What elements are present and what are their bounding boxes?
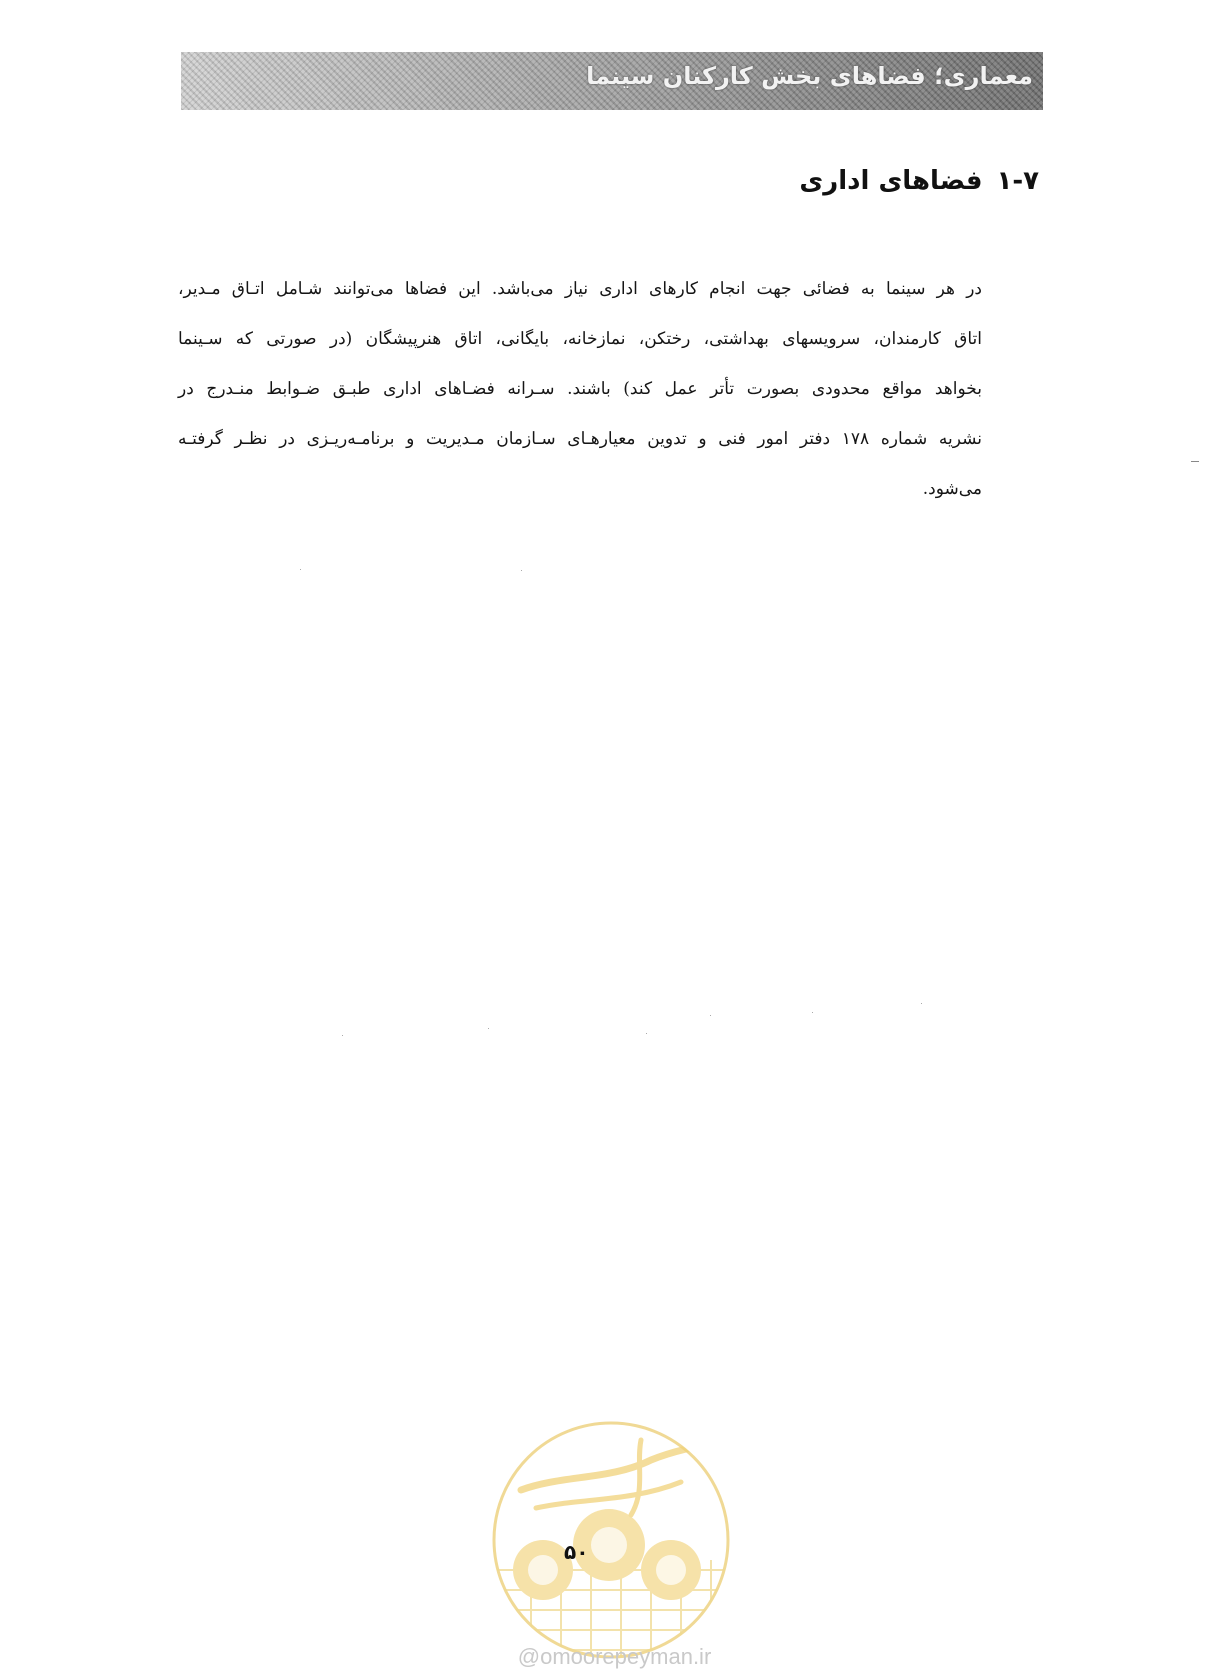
at-sign-icon: @ xyxy=(517,1644,541,1669)
section-heading xyxy=(799,166,1039,196)
page-number: ۵۰ xyxy=(564,1540,589,1564)
paragraph-line: اتاق کارمندان، سرویسهای بهداشتی، رختکن، نمازخانه، بایگانی، اتاق هنرپیشگان (در صورتی که سـینما xyxy=(178,329,982,349)
site-url-text: omoorepeyman.ir xyxy=(540,1644,712,1669)
section-title: فضاهای اداری xyxy=(799,166,983,196)
scan-speck xyxy=(342,1035,343,1036)
scan-speck xyxy=(300,569,301,570)
section-number: ۱-۷ xyxy=(996,166,1039,196)
scan-speck xyxy=(488,1028,489,1029)
scan-speck xyxy=(646,1033,647,1034)
scan-artifact-dash xyxy=(1191,461,1199,462)
watermark-logo-icon xyxy=(491,1420,731,1660)
scan-speck xyxy=(812,1012,813,1013)
paragraph-line: می‌شود. xyxy=(922,479,982,499)
paragraph-line: در هر سینما به فضائی جهت انجام کارهای اداری نیاز می‌باشد. این فضاها می‌توانند شـامل اتـاق مـدیر، xyxy=(178,279,982,299)
scan-speck xyxy=(521,570,522,571)
body-paragraph xyxy=(178,264,982,514)
paragraph-line: نشریه شماره ۱۷۸ دفتر امور فنی و تدوین معیارهـای سـازمان مـدیریت و برنامـه‌ریـزی در نظـر گرفتـه xyxy=(178,429,982,449)
watermark-site-url xyxy=(0,1644,1229,1670)
paragraph-line: بخواهد مواقع محدودی بصورت تأتر عمل کند) باشند. سـرانه فضـاهای اداری طبـق ضـوابط منـدرج در xyxy=(178,379,982,399)
running-header-title: معماری؛ فضاهای بخش کارکنان سینما xyxy=(586,62,1033,90)
scan-speck xyxy=(710,1015,711,1016)
scan-speck xyxy=(921,1003,922,1004)
running-header-band xyxy=(181,52,1043,110)
